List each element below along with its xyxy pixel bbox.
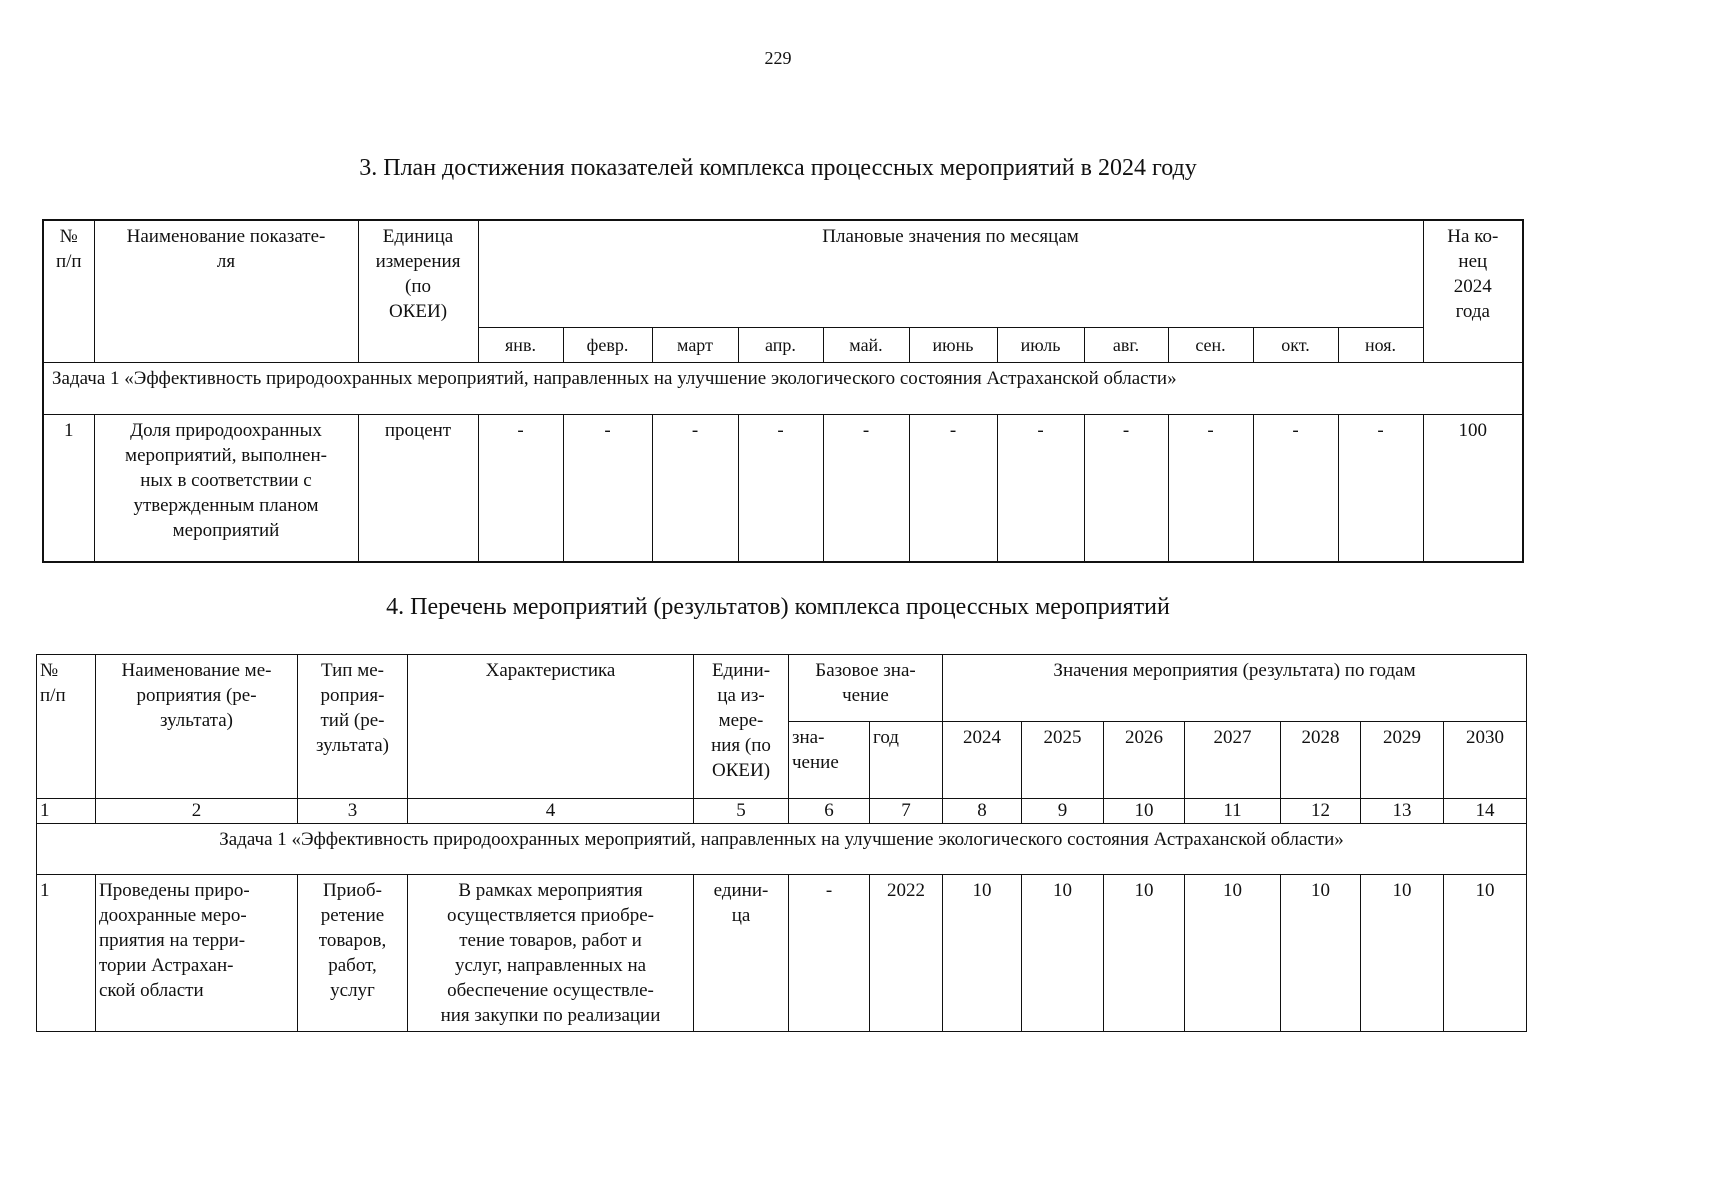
column-number: 11 xyxy=(1185,799,1281,824)
activity-characteristic: В рамках мероприятия осуществляется приобре- тение товаров, работ и услуг, направленных на обеспечение осуществле- ния закупки по реализации xyxy=(408,875,694,1032)
month-value: - xyxy=(1253,415,1338,563)
section-3-title: 3. План достижения показателей комплекса процессных мероприятий в 2024 году xyxy=(359,155,1197,181)
year-header: 2026 xyxy=(1104,722,1185,799)
year-header: 2029 xyxy=(1361,722,1444,799)
row-number: 1 xyxy=(37,875,96,1032)
column-number: 12 xyxy=(1281,799,1361,824)
header-yearly-values: Значения мероприятия (результата) по годам xyxy=(943,655,1527,722)
year-value: 10 xyxy=(1185,875,1281,1032)
year-value: 10 xyxy=(1281,875,1361,1032)
month-value: - xyxy=(1338,415,1423,563)
year-value: 10 xyxy=(943,875,1022,1032)
month-value: - xyxy=(478,415,563,563)
end-of-year-value: 100 xyxy=(1423,415,1523,563)
section-4-title: 4. Перечень мероприятий (результатов) комплекса процессных мероприятий xyxy=(386,594,1170,620)
header-number: № п/п xyxy=(37,655,96,799)
column-number: 9 xyxy=(1022,799,1104,824)
month-value: - xyxy=(1084,415,1168,563)
month-header: окт. xyxy=(1253,328,1338,363)
header-unit: Едини- ца из- мере- ния (по ОКЕИ) xyxy=(694,655,789,799)
column-number: 1 xyxy=(37,799,96,824)
month-header: янв. xyxy=(478,328,563,363)
column-number: 7 xyxy=(870,799,943,824)
column-number: 2 xyxy=(96,799,298,824)
column-number: 8 xyxy=(943,799,1022,824)
page-number: 229 xyxy=(764,48,792,68)
indicator-name: Доля природоохранных мероприятий, выполнен- ных в соответствии с утвержденным планом мероприятий xyxy=(94,415,358,563)
header-base-value-year: год xyxy=(870,722,943,799)
activities-list-table xyxy=(36,654,1527,1032)
month-value: - xyxy=(1168,415,1253,563)
column-number: 14 xyxy=(1444,799,1527,824)
column-number: 3 xyxy=(298,799,408,824)
year-header: 2027 xyxy=(1185,722,1281,799)
month-header: апр. xyxy=(738,328,823,363)
month-value: - xyxy=(563,415,652,563)
year-header: 2024 xyxy=(943,722,1022,799)
year-value: 10 xyxy=(1361,875,1444,1032)
month-value: - xyxy=(652,415,738,563)
month-header: июль xyxy=(997,328,1084,363)
task-row: Задача 1 «Эффективность природоохранных мероприятий, направленных на улучшение экологического состояния Астраханской области» xyxy=(43,363,1523,415)
month-value: - xyxy=(738,415,823,563)
column-number: 13 xyxy=(1361,799,1444,824)
indicator-unit: процент xyxy=(358,415,478,563)
month-header: февр. xyxy=(563,328,652,363)
column-number: 5 xyxy=(694,799,789,824)
header-activity-type: Тип ме- роприя- тий (ре- зультата) xyxy=(298,655,408,799)
header-end-of-year: На ко- нец 2024 года xyxy=(1423,220,1523,363)
year-header: 2028 xyxy=(1281,722,1361,799)
base-year: 2022 xyxy=(870,875,943,1032)
task-row: Задача 1 «Эффективность природоохранных мероприятий, направленных на улучшение экологического состояния Астраханской области» xyxy=(37,824,1527,875)
month-header: ноя. xyxy=(1338,328,1423,363)
month-header: май. xyxy=(823,328,909,363)
month-value: - xyxy=(997,415,1084,563)
month-header: март xyxy=(652,328,738,363)
activity-unit: едини- ца xyxy=(694,875,789,1032)
year-header: 2030 xyxy=(1444,722,1527,799)
header-number: № п/п xyxy=(43,220,94,363)
activity-name: Проведены приро- доохранные меро- приятия на терри- тории Астрахан- ской области xyxy=(96,875,298,1032)
row-number: 1 xyxy=(43,415,94,563)
header-characteristic: Характеристика xyxy=(408,655,694,799)
column-number: 10 xyxy=(1104,799,1185,824)
month-header: сен. xyxy=(1168,328,1253,363)
header-unit: Единица измерения (по ОКЕИ) xyxy=(358,220,478,363)
indicators-plan-table xyxy=(42,219,1524,563)
activity-type: Приоб- ретение товаров, работ, услуг xyxy=(298,875,408,1032)
month-header: июнь xyxy=(909,328,997,363)
header-base-value: Базовое зна- чение xyxy=(789,655,943,722)
base-value: - xyxy=(789,875,870,1032)
header-monthly-values: Плановые значения по месяцам xyxy=(478,220,1423,328)
column-number: 6 xyxy=(789,799,870,824)
month-value: - xyxy=(909,415,997,563)
month-header: авг. xyxy=(1084,328,1168,363)
header-indicator-name: Наименование показате- ля xyxy=(94,220,358,363)
column-number: 4 xyxy=(408,799,694,824)
year-header: 2025 xyxy=(1022,722,1104,799)
header-base-value-value: зна- чение xyxy=(789,722,870,799)
year-value: 10 xyxy=(1104,875,1185,1032)
month-value: - xyxy=(823,415,909,563)
year-value: 10 xyxy=(1444,875,1527,1032)
year-value: 10 xyxy=(1022,875,1104,1032)
header-activity-name: Наименование ме- роприятия (ре- зультата) xyxy=(96,655,298,799)
